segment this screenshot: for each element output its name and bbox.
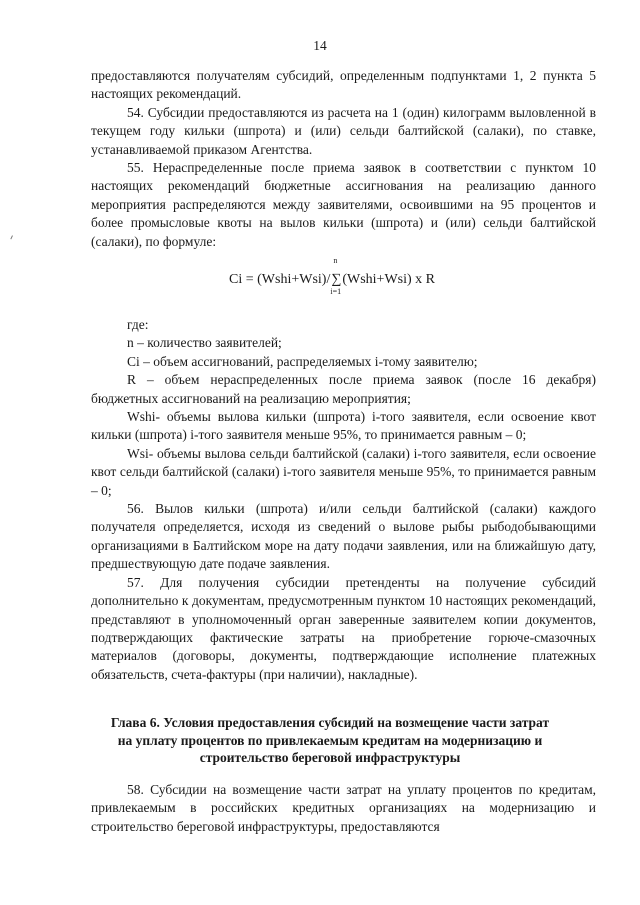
paragraph-55: 55. Нераспределенные после приема заявок в соответствии с пунктом 10 настоящих рекомендаций бюджетные ассигнования на реализацию данного мероприятия распределяются между заявителями, освоившими на 95 процентов и более промысловые квоты на вылов кильки (шпрота) и (или) сельди балтийской (салаки), по формуле: (91, 160, 596, 249)
definition-n: n – количество заявителей; (127, 335, 282, 351)
text-block-bottom (91, 781, 596, 836)
chapter-heading-line-3: строительство береговой инфраструктуры (199, 750, 461, 765)
formula-sum-upper-limit: n (333, 256, 338, 265)
paragraph-57: 57. Для получения субсидии претенденты на получение субсидий дополнительно к документам, предусмотренным пунктом 10 настоящих рекомендаций, представляют в уполномоченный орган заверенные заявителем копии документов, подтверждающих фактические затраты на приобретение горюче-смазочных материалов (договоры, документы, подтверждающие исполнение платежных обязательств, счета-фактуры (при наличии), накладные). (91, 574, 596, 682)
definition-wshi: Wshi- объемы вылова кильки (шпрота) i-того заявителя, если освоение квот кильки (шпрота) i-того заявителя меньше 95%, то принимается равным – 0; (91, 409, 596, 443)
paragraph-54: 54. Субсидии предоставляются из расчета на 1 (один) килограмм выловленной в текущем году кильки (шпрота) и (или) сельди балтийской (салаки), по ставке, устанавливаемой приказом Агентства. (91, 104, 596, 157)
text-block-top (91, 67, 596, 251)
chapter-heading-line-1: Глава 6. Условия предоставления субсидий на возмещение части затрат (110, 715, 550, 730)
formula-left: Ci = (Wshi+Wsi)/ (229, 272, 331, 287)
paragraph-56: 56. Вылов кильки (шпрота) и/или сельди балтийской (салаки) каждого получателя определяется, исходя из сведений о вылове рыбы рыбодобывающими организациями в Балтийском море на дату подачи заявления, или на ближайшую дату, предшествующую дате подаче заявления. (91, 501, 596, 572)
chapter-heading (70, 714, 590, 767)
page-number: 14 (313, 38, 327, 53)
formula-expression (229, 256, 436, 296)
margin-mark (10, 235, 15, 240)
paragraph-58: 58. Субсидии на возмещение части затрат на уплату процентов по кредитам, привлекаемым в российских кредитных организациях на модернизацию и строительство береговой инфраструктуры, предоставляются (91, 782, 596, 834)
text-block-middle (91, 316, 596, 684)
formula-right: (Wshi+Wsi) x R (342, 272, 436, 287)
paragraph-where: где: (127, 317, 149, 332)
formula (0, 256, 640, 300)
paragraph-continuation: предоставляются получателям субсидий, определенным подпунктами 1, 2 пункта 5 настоящих рекомендаций. (91, 68, 596, 102)
definition-r: R – объем нераспределенных после приема заявок (после 16 декабря) бюджетных ассигнований на реализацию мероприятия; (91, 372, 596, 406)
definition-wsi: Wsi- объемы вылова сельди балтийской (салаки) i-того заявителя, если освоение квот сельди балтийской (салаки) i-того заявителя меньше 95%, то принимается равным – 0; (91, 445, 596, 498)
formula-sum (330, 256, 342, 296)
chapter-heading-line-2: на уплату процентов по привлекаемым кредитам на модернизацию и (117, 732, 543, 748)
formula-sum-lower-limit: i=1 (330, 287, 342, 296)
formula-sum-symbol: ∑ (331, 272, 342, 287)
definition-ci: Ci – объем ассигнований, распределяемых i-тому заявителю; (127, 353, 478, 369)
